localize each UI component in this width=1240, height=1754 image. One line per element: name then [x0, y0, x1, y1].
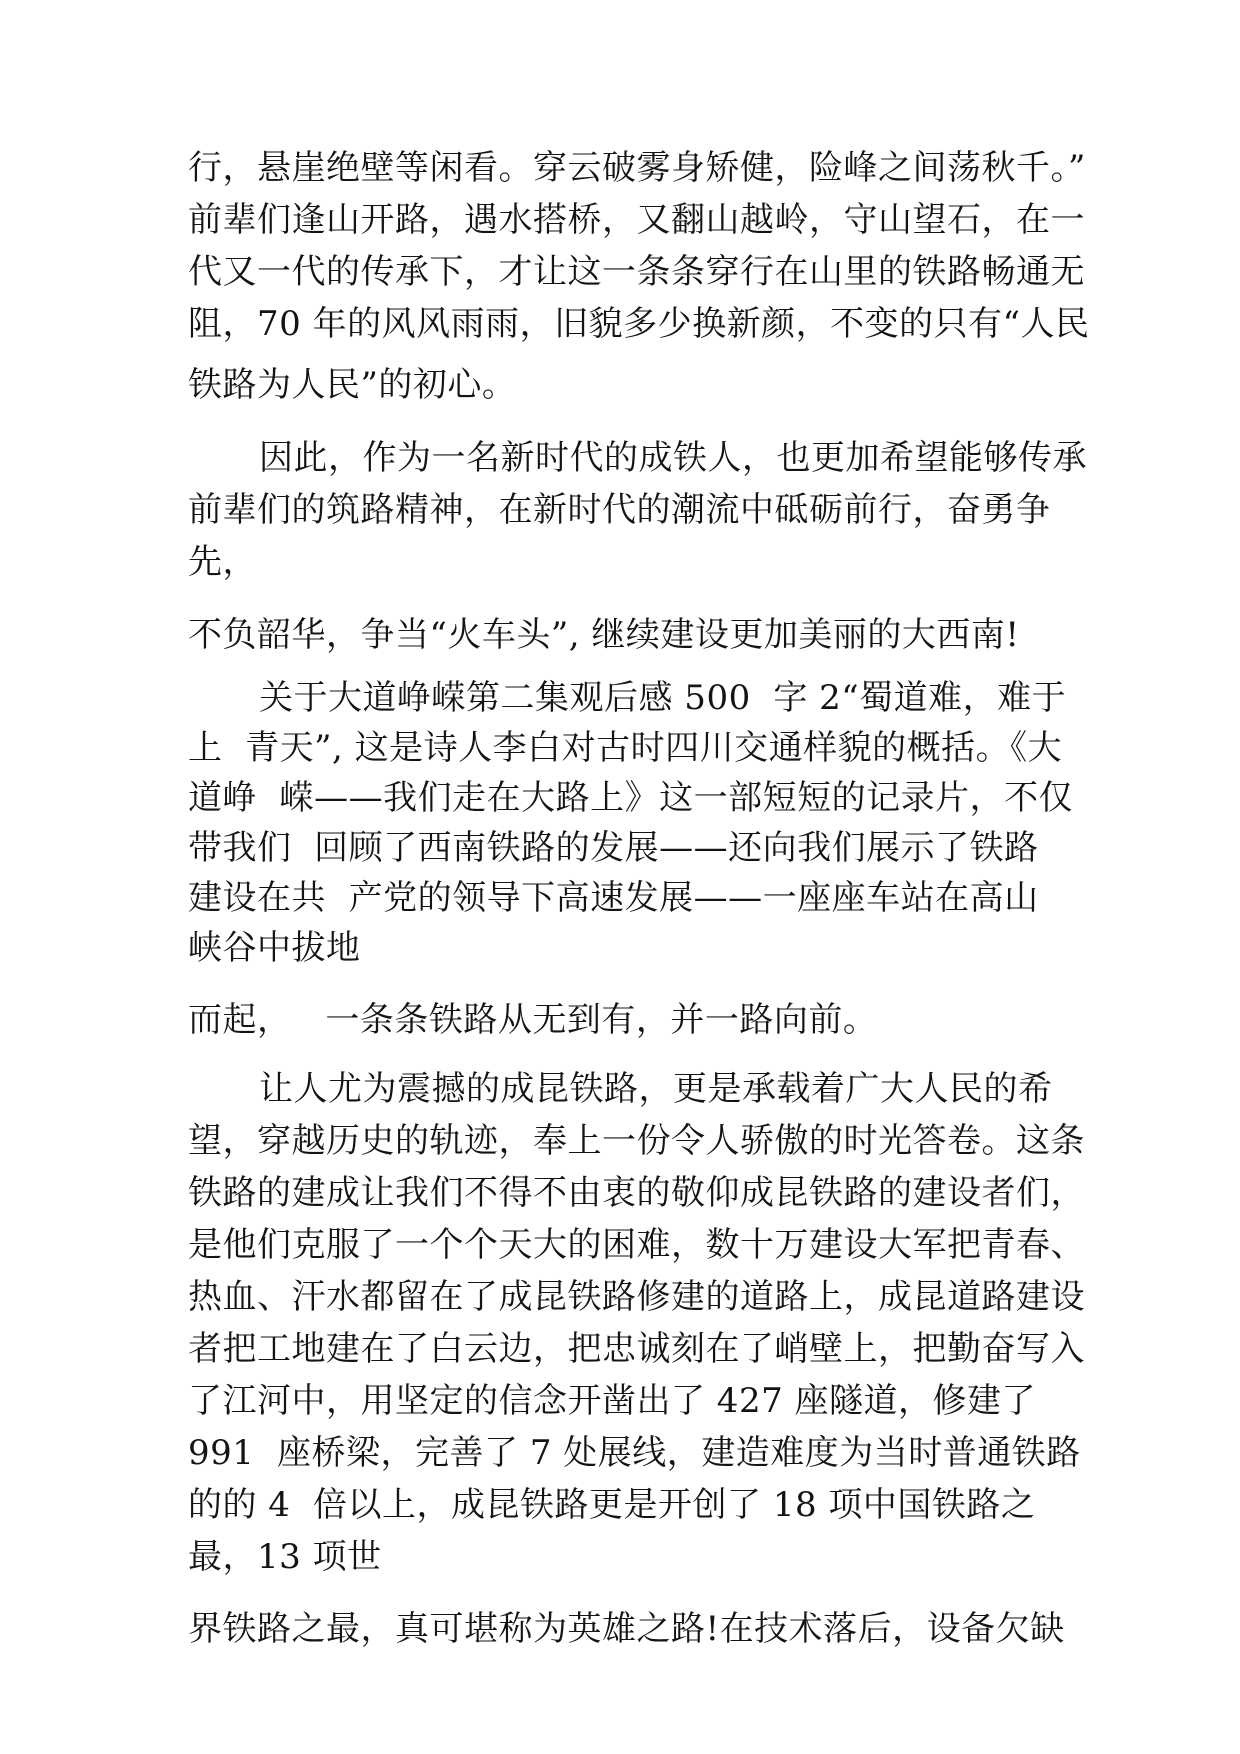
- text-line: 不负韶华，争当“火车头”, 继续建设更加美丽的大西南!: [188, 615, 1020, 655]
- text-line: 前辈们逢山开路，遇水搭桥，又翻山越岭，守山望石，在一: [188, 200, 1085, 240]
- text-line: 最，13 项世: [188, 1537, 382, 1577]
- text-line: 铁路的建成让我们不得不由衷的敬仰成昆铁路的建设者们，: [188, 1173, 1085, 1213]
- text-line: 行，悬崖绝壁等闲看。穿云破雾身矫健，险峰之间荡秋千。”: [188, 148, 1086, 188]
- text-line: 而起， 一条条铁路从无到有，并一路向前。: [188, 1000, 878, 1040]
- text-line: 让人尤为震撼的成昆铁路，更是承载着广大人民的希: [259, 1069, 1053, 1109]
- text-line: 是他们克服了一个个天大的困难，数十万建设大军把青春、: [188, 1225, 1085, 1265]
- text-line: 带我们 回顾了西南铁路的发展——还向我们展示了铁路: [188, 828, 1039, 868]
- text-line: 上 青天”, 这是诗人李白对古时四川交通样貌的概括。《大: [188, 728, 1063, 768]
- text-line: 建设在共 产党的领导下高速发展——一座座车站在高山: [188, 878, 1039, 918]
- text-line: 望，穿越历史的轨迹，奉上一份令人骄傲的时光答卷。这条: [188, 1121, 1085, 1161]
- text-line: 了江河中，用坚定的信念开凿出了 427 座隧道，修建了: [188, 1381, 1037, 1421]
- text-line: 道峥 嵘——我们走在大路上》这一部短短的记录片，不仅: [188, 778, 1074, 818]
- text-line: 界铁路之最，真可堪称为英雄之路!在技术落后，设备欠缺: [188, 1609, 1065, 1649]
- text-line: 铁路为人民”的初心。: [188, 365, 517, 405]
- text-line: 峡谷中拔地: [188, 928, 361, 968]
- text-line: 因此，作为一名新时代的成铁人，也更加希望能够传承: [259, 438, 1087, 478]
- text-line: 991 座桥梁，完善了 7 处展线，建造难度为当时普通铁路: [188, 1433, 1081, 1473]
- text-line: 先，: [188, 542, 257, 582]
- text-line: 的的 4 倍以上，成昆铁路更是开创了 18 项中国铁路之: [188, 1485, 1036, 1525]
- text-line: 前辈们的筑路精神，在新时代的潮流中砥砺前行，奋勇争: [188, 490, 1051, 530]
- text-line: 热血、汗水都留在了成昆铁路修建的道路上，成昆道路建设: [188, 1277, 1085, 1317]
- text-line: 代又一代的传承下，才让这一条条穿行在山里的铁路畅通无: [188, 252, 1085, 292]
- text-line: 关于大道峥嵘第二集观后感 500 字 2“蜀道难，难于: [259, 678, 1067, 718]
- text-line: 者把工地建在了白云边，把忠诚刻在了峭壁上，把勤奋写入: [188, 1329, 1085, 1369]
- text-line: 阻，70 年的风风雨雨，旧貌多少换新颜，不变的只有“人民: [188, 304, 1090, 344]
